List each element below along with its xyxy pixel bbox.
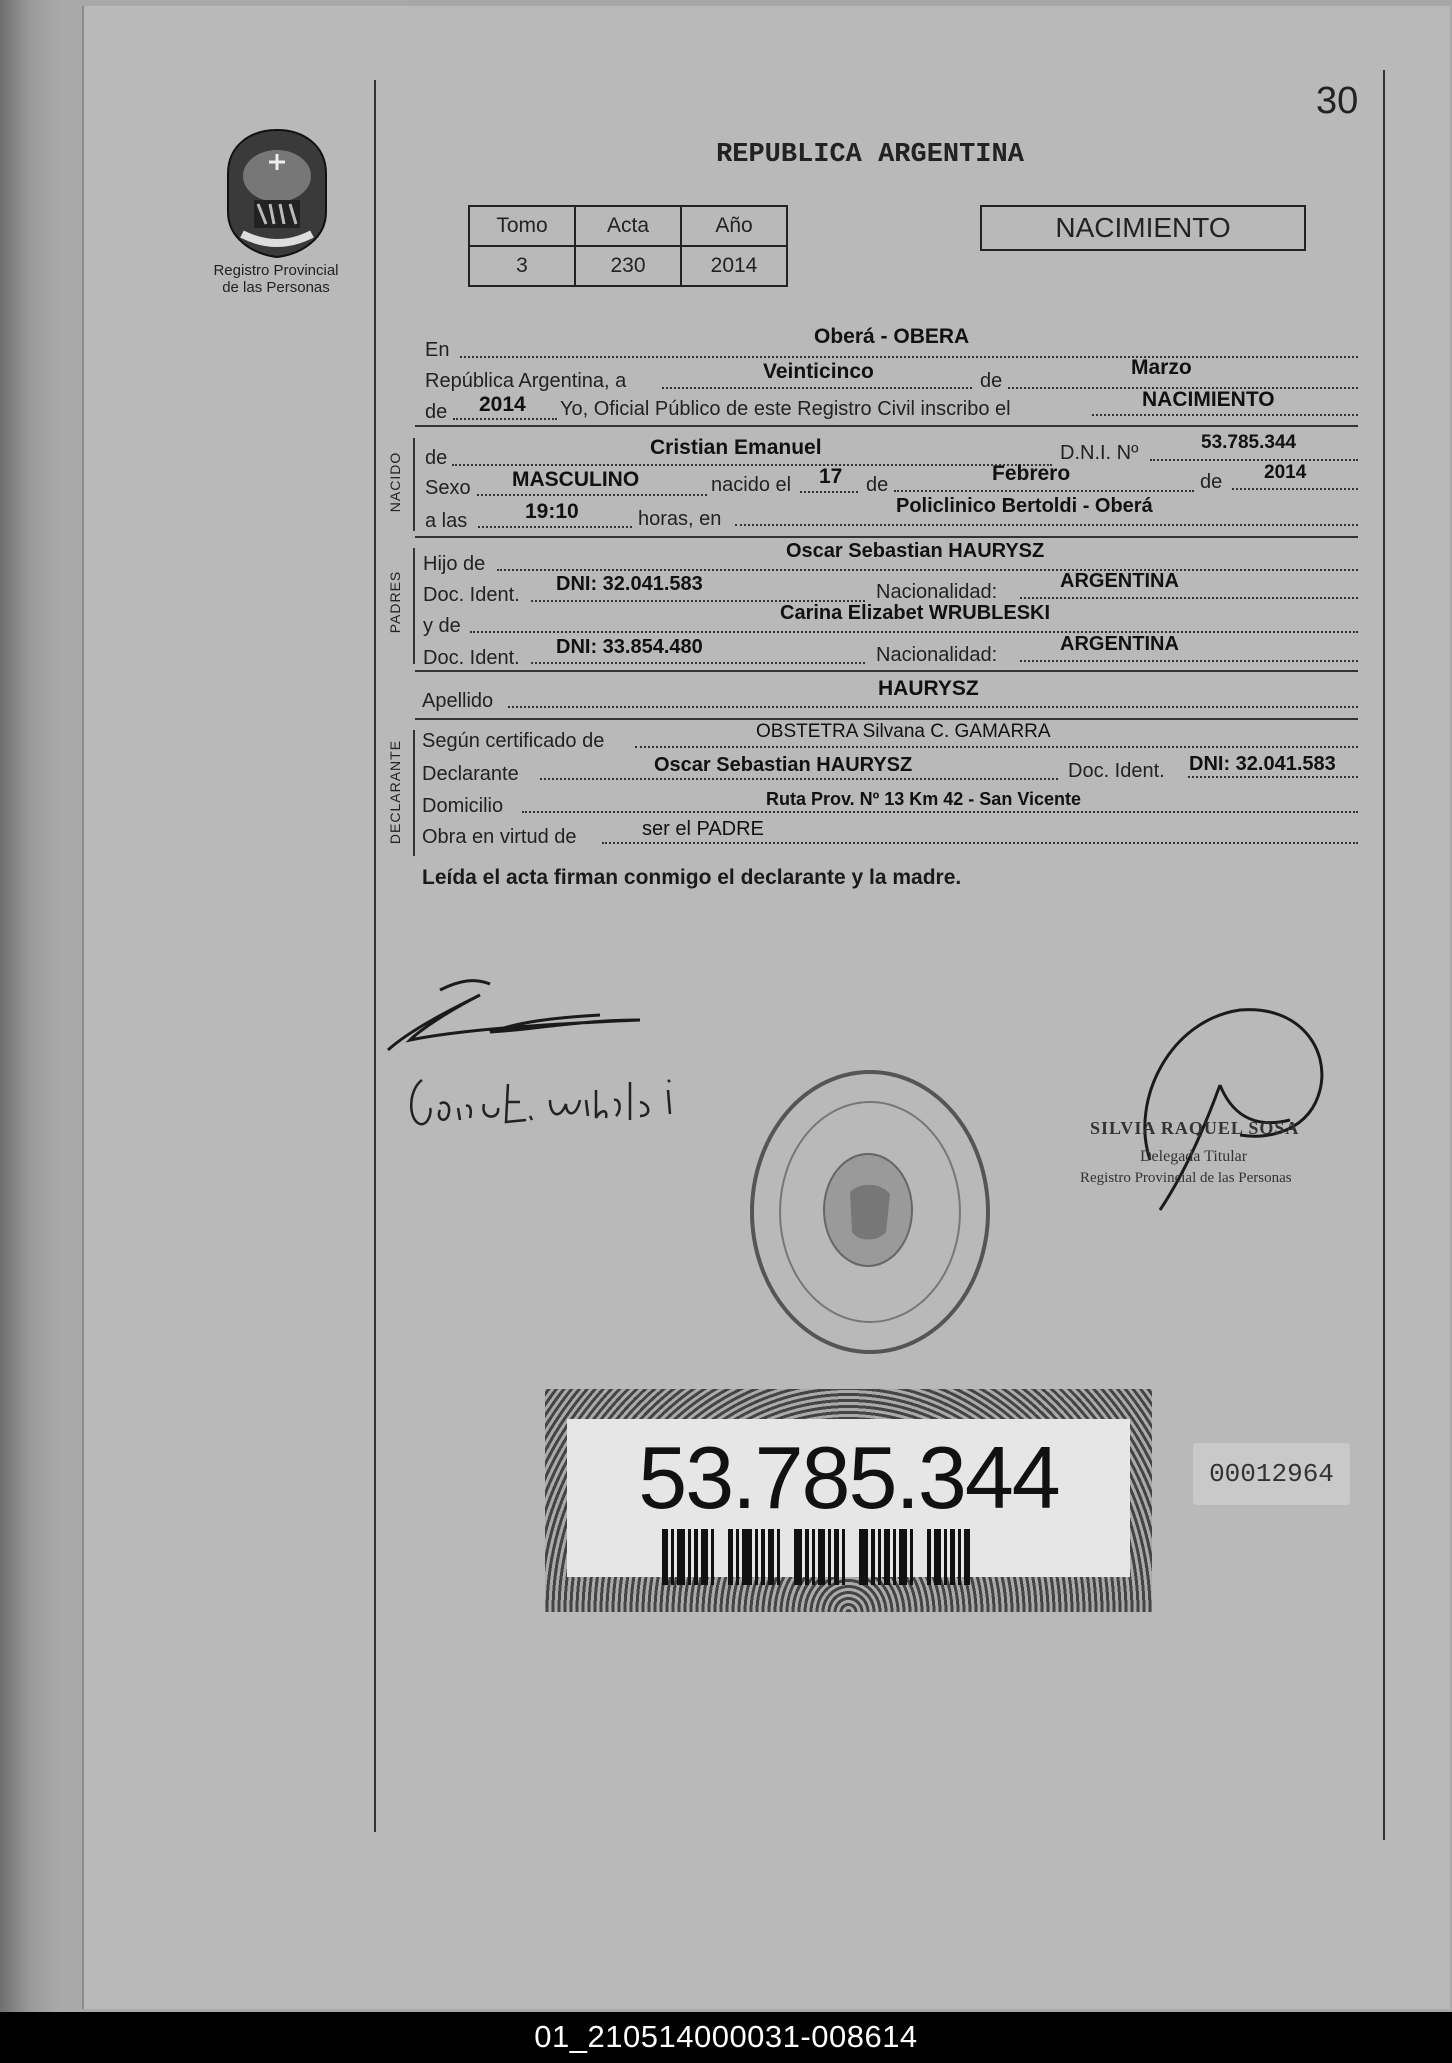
child-dni-value: 53.785.344 (1201, 432, 1297, 453)
barcode-bar (899, 1529, 907, 1585)
mother-dni-value: DNI: 33.854.480 (556, 636, 703, 658)
birth-day-value: 17 (819, 465, 843, 488)
barcode-bar (777, 1529, 780, 1585)
barcode-bar (950, 1529, 955, 1585)
barcode-bar (688, 1529, 691, 1585)
obra-value: ser el PADRE (642, 818, 764, 840)
dotted-line (477, 494, 707, 496)
y-de-label: y de (423, 615, 461, 637)
apellido-label: Apellido (422, 690, 494, 712)
barcode-bar (934, 1529, 941, 1585)
dotted-line (452, 464, 1052, 466)
barcode-bar (755, 1529, 758, 1585)
barcode-bars (662, 1529, 973, 1585)
barcode-bar (818, 1529, 825, 1585)
en-label: En (425, 339, 450, 361)
barcode-bar (884, 1529, 890, 1585)
registrar-signature-icon (1120, 1000, 1340, 1220)
table-header-tomo: Tomo (469, 206, 575, 246)
barcode-bar (768, 1529, 774, 1585)
table-cell-acta: 230 (575, 246, 681, 286)
father-dni-value: DNI: 32.041.583 (556, 573, 703, 595)
barcode-bar (944, 1529, 947, 1585)
dotted-line (662, 387, 972, 389)
day-value: Veinticinco (763, 360, 874, 383)
dotted-line (522, 811, 1358, 813)
barcode-bar (736, 1529, 739, 1585)
barcode-bar (662, 1529, 668, 1585)
certificado-value: OBSTETRA Silvana C. GAMARRA (756, 721, 1051, 742)
barcode-bar (694, 1529, 698, 1585)
section-divider (415, 425, 1358, 427)
barcode-bar (677, 1529, 685, 1585)
barcode-panel (567, 1419, 1130, 1577)
birth-month-value: Febrero (992, 462, 1071, 485)
inscribo-value: NACIMIENTO (1142, 388, 1275, 411)
barcode-bar (761, 1529, 765, 1585)
dotted-line (1092, 414, 1358, 416)
table-header-acta: Acta (575, 206, 681, 246)
birth-year-value: 2014 (1264, 462, 1307, 483)
dotted-line (460, 356, 1358, 358)
father-name-value: Oscar Sebastian HAURYSZ (786, 540, 1045, 562)
padres-label: PADRES (387, 570, 403, 634)
barcode-bar (871, 1529, 875, 1585)
table-cell-anio: 2014 (681, 246, 787, 286)
record-type-box: NACIMIENTO (980, 205, 1306, 251)
year-value: 2014 (479, 393, 526, 416)
en-value: Oberá - OBERA (814, 325, 970, 348)
barcode-bar (671, 1529, 674, 1585)
dotted-line (453, 418, 557, 420)
registrar-stamp-office: Registro Provincial de las Personas (1080, 1170, 1292, 1186)
dotted-line (1232, 488, 1358, 490)
dotted-line (470, 631, 1358, 633)
mother-signature-icon (400, 1060, 710, 1140)
barcode-bar (878, 1529, 881, 1585)
barcode-bar (859, 1529, 868, 1585)
declarante-doc-label: Doc. Ident. (1068, 760, 1165, 782)
sexo-value: MASCULINO (512, 468, 640, 491)
logo-caption-2: de las Personas (222, 279, 330, 296)
table-cell-tomo: 3 (469, 246, 575, 286)
declarante-label: DECLARANTE (387, 739, 403, 845)
barcode-bar (794, 1529, 802, 1585)
mother-nationality-label: Nacionalidad: (876, 644, 998, 666)
declarante-signature-icon (380, 970, 660, 1060)
declarante-name-label: Declarante (422, 763, 519, 785)
mother-doc-label: Doc. Ident. (423, 647, 520, 669)
provincial-logo (214, 126, 340, 261)
document-heading: REPUBLICA ARGENTINA (716, 140, 1024, 170)
a-las-label: a las (425, 510, 468, 532)
left-margin-line (374, 80, 376, 1832)
dotted-line (508, 706, 1358, 708)
sexo-label: Sexo (425, 477, 471, 499)
barcode-bar (958, 1529, 961, 1585)
barcode-bar (927, 1529, 931, 1585)
dotted-line (1188, 776, 1358, 778)
record-reference-table (468, 205, 788, 287)
obra-label: Obra en virtud de (422, 826, 577, 848)
barcode-bar (828, 1529, 831, 1585)
dotted-line (478, 526, 632, 528)
barcode-label (545, 1389, 1152, 1612)
nacido-de-label-2: de (866, 474, 889, 496)
dotted-line (497, 569, 1358, 571)
barcode-bar (910, 1529, 913, 1585)
dotted-line (1020, 597, 1358, 599)
horas-label: horas, en (638, 508, 722, 530)
nacido-de-label-3: de (1200, 471, 1223, 493)
de-label: de (980, 370, 1003, 392)
dotted-line (894, 490, 1194, 492)
registrar-stamp-title: Delegada Titular (1140, 1148, 1248, 1165)
barcode-bar (805, 1529, 809, 1585)
birth-place-value: Policlinico Bertoldi - Oberá (896, 495, 1153, 517)
republica-label: República Argentina, a (425, 370, 627, 392)
right-margin-line (1383, 70, 1385, 1840)
domicilio-value: Ruta Prov. Nº 13 Km 42 - San Vicente (766, 789, 1082, 809)
dotted-line (1020, 660, 1358, 662)
closing-statement: Leída el acta firman conmigo el declarante y la madre. (422, 866, 962, 889)
nacido-de-label: de (425, 447, 448, 469)
dotted-line (1150, 459, 1358, 461)
dni-label: D.N.I. Nº (1060, 442, 1139, 464)
table-header-anio: Año (681, 206, 787, 246)
hijo-de-label: Hijo de (423, 553, 486, 575)
barcode-bar (834, 1529, 839, 1585)
certificado-label: Según certificado de (422, 730, 605, 752)
footer-file-id: 01_210514000031-008614 (534, 2019, 918, 2054)
barcode-bar (711, 1529, 714, 1585)
misiones-shield-icon (214, 126, 340, 261)
section-bracket (413, 438, 415, 531)
section-divider (415, 718, 1358, 720)
section-bracket (413, 730, 415, 856)
section-divider (415, 670, 1358, 672)
section-divider (415, 536, 1358, 538)
barcode-bar (728, 1529, 733, 1585)
dotted-line (602, 842, 1358, 844)
domicilio-label: Domicilio (422, 795, 504, 817)
section-bracket (413, 548, 415, 664)
barcode-bar (964, 1529, 970, 1585)
dotted-line (540, 778, 1058, 780)
mother-nationality-value: ARGENTINA (1060, 633, 1179, 655)
birth-time-value: 19:10 (525, 500, 579, 523)
registrar-stamp-name: SILVIA RAQUEL SOSA (1090, 1118, 1300, 1138)
father-doc-label: Doc. Ident. (423, 584, 520, 606)
month-value: Marzo (1131, 356, 1192, 379)
barcode-number: 53.785.344 (638, 1428, 1059, 1527)
barcode-bar (701, 1529, 708, 1585)
barcode-bar (893, 1529, 896, 1585)
logo-caption-1: Registro Provincial (213, 262, 339, 279)
nacido-label: NACIDO (387, 451, 403, 513)
barcode-bar (742, 1529, 752, 1585)
dotted-line (800, 491, 858, 493)
declarante-name-value: Oscar Sebastian HAURYSZ (654, 754, 913, 776)
apellido-value: HAURYSZ (878, 677, 979, 700)
barcode-bar (812, 1529, 815, 1585)
dotted-line (735, 524, 1358, 526)
mother-name-value: Carina Elizabet WRUBLESKI (780, 602, 1051, 624)
father-nationality-label: Nacionalidad: (876, 581, 998, 603)
barcode-bar (842, 1529, 845, 1585)
serial-number: 00012964 (1193, 1443, 1350, 1505)
declarante-doc-value: DNI: 32.041.583 (1189, 753, 1336, 775)
oficial-text: Yo, Oficial Público de este Registro Civil inscribo el (560, 398, 1011, 420)
de2-label: de (425, 401, 448, 423)
father-nationality-value: ARGENTINA (1060, 570, 1179, 592)
nacido-el-label: nacido el (711, 474, 792, 496)
round-seal-icon (740, 1062, 1000, 1362)
dotted-line (531, 662, 865, 664)
page-number: 30 (1316, 80, 1359, 122)
child-name-value: Cristian Emanuel (650, 436, 822, 459)
dotted-line (635, 746, 1358, 748)
